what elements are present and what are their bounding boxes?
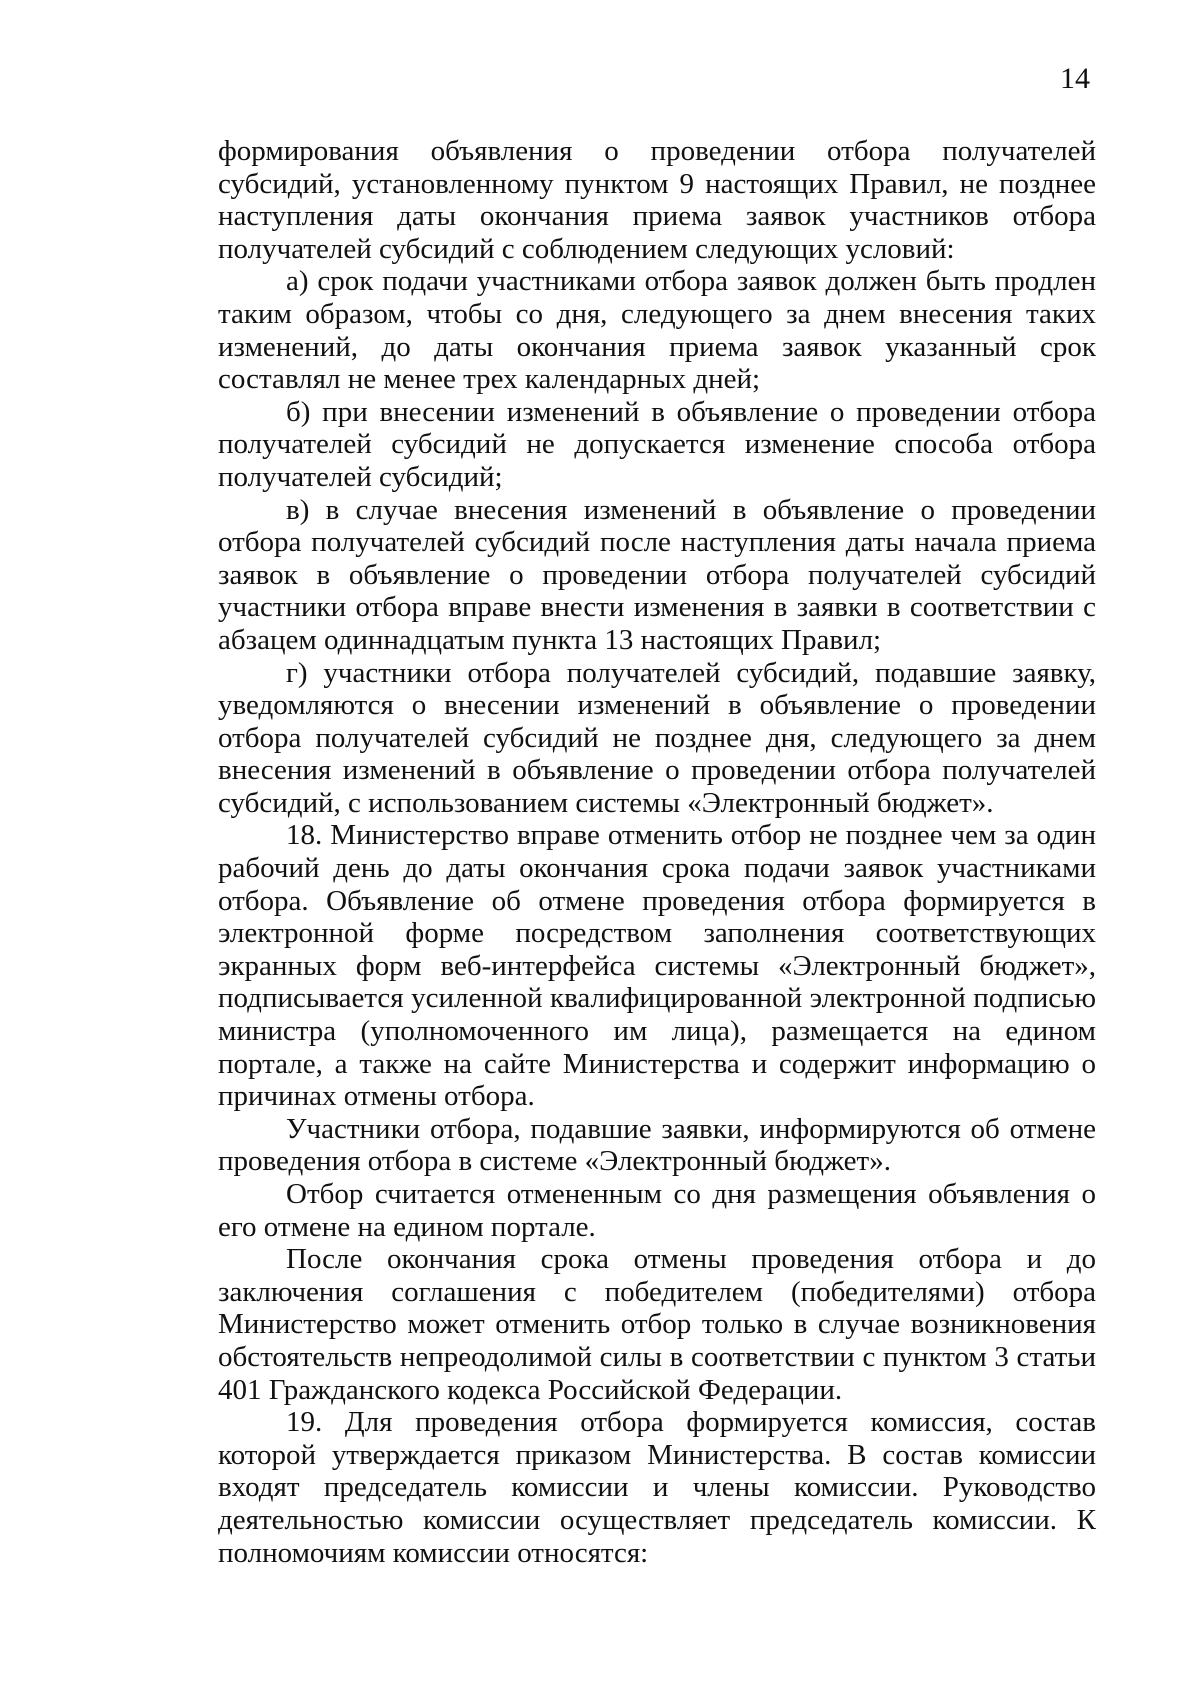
paragraph-condition-b: б) при внесении изменений в объявление о проведении отбора получателей субсидий не допускается изменение способа отбора получателей субсидий; [218,395,1096,493]
paragraph-condition-a: а) срок подачи участниками отбора заявок должен быть продлен таким образом, чтобы со дня, следующего за днем внесения таких изменений, до даты окончания приема заявок указанный срок составлял не менее трех календарных дней; [218,265,1096,396]
document-body [218,135,1096,1569]
paragraph-force-majeure: После окончания срока отмены проведения отбора и до заключения соглашения с победителем (победителями) отбора Министерство может отменить отбор только в случае возникновения обстоятельств непреодолимой силы в соответствии с пунктом 3 статьи 401 Гражданского кодекса Российской Федерации. [218,1243,1096,1406]
paragraph-condition-g: г) участники отбора получателей субсидий, подавшие заявку, уведомляются о внесении изменений в объявление о проведении отбора получателей субсидий не позднее дня, следующего за днем внесения изменений в объявление о проведении отбора получателей субсидий, с использованием системы «Электронный бюджет». [218,656,1096,819]
paragraph-item-19: 19. Для проведения отбора формируется комиссия, состав которой утверждается приказом Министерства. В состав комиссии входят председатель комиссии и члены комиссии. Руководство деятельностью комиссии осуществляет председатель комиссии. К полномочиям комиссии относятся: [218,1406,1096,1569]
paragraph-participants-informed: Участники отбора, подавшие заявки, информируются об отмене проведения отбора в системе «Электронный бюджет». [218,1112,1096,1178]
paragraph-selection-cancelled: Отбор считается отмененным со дня размещения объявления о его отмене на едином портале. [218,1178,1096,1243]
paragraph-condition-v: в) в случае внесения изменений в объявление о проведении отбора получателей субсидий после наступления даты начала приема заявок в объявление о проведении отбора получателей субсидий участники отбора вправе внести изменения в заявки в соответствии с абзацем одиннадцатым пункта 13 настоящих Правил; [218,493,1096,656]
page-number: 14 [1060,62,1090,95]
paragraph-continuation: формирования объявления о проведении отбора получателей субсидий, установленному пунктом 9 настоящих Правил, не позднее наступления даты окончания приема заявок участников отбора получателей субсидий с соблюдением следующих условий: [218,135,1096,265]
paragraph-item-18: 18. Министерство вправе отменить отбор не позднее чем за один рабочий день до даты окончания срока подачи заявок участниками отбора. Объявление об отмене проведения отбора формируется в электронной форме посредством заполнения соответствующих экранных форм веб-интерфейса системы «Электронный бюджет», подписывается усиленной квалифицированной электронной подписью министра (уполномоченного им лица), размещается на едином портале, а также на сайте Министерства и содержит информацию о причинах отмены отбора. [218,819,1096,1113]
